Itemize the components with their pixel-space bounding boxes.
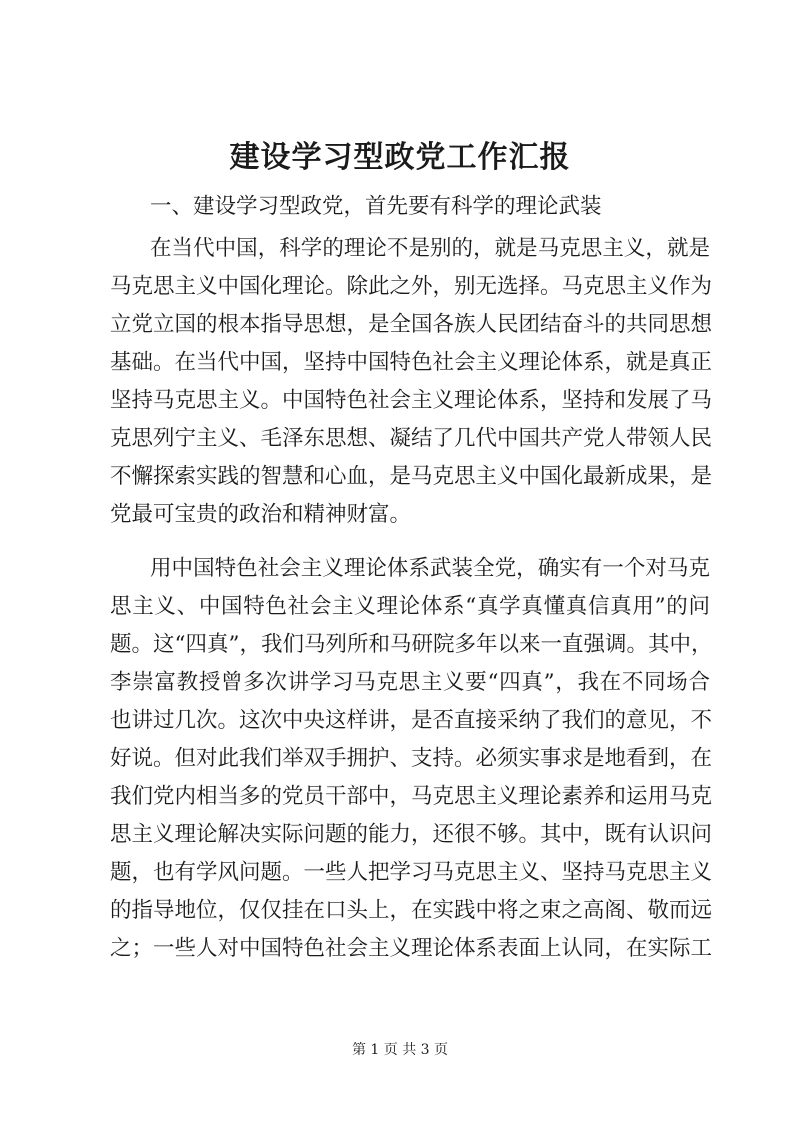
paragraph-1-line: 党最可宝贵的政治和精神财富。 [110,502,412,527]
paragraph-2-line: 的指导地位，仅仅挂在口头上，在实践中将之束之高阁、敬而远 [110,898,713,923]
section-heading: 一、建设学习型政党，首先要有科学的理论武装 [150,194,602,219]
page-number-footer: 第 1 页 共 3 页 [351,1042,449,1058]
paragraph-2-line: 好说。但对此我们举双手拥护、支持。必须实事求是地看到，在 [110,746,713,771]
paragraph-2-line: 也讲过几次。这次中央这样讲，是否直接采纳了我们的意见，不 [110,708,713,733]
paragraph-1-line: 不懈探索实践的智慧和心血，是马克思主义中国化最新成果，是 [110,464,713,489]
paragraph-2-line: 题，也有学风问题。一些人把学习马克思主义、坚持马克思主义 [110,860,713,885]
paragraph-1-line: 马克思主义中国化理论。除此之外，别无选择。马克思主义作为 [110,274,713,299]
paragraph-2-line: 用中国特色社会主义理论体系武装全党，确实有一个对马克 [150,556,710,581]
paragraph-2-line: 之；一些人对中国特色社会主义理论体系表面上认同，在实际工 [110,936,713,961]
paragraph-2-line: 思主义理论解决实际问题的能力，还很不够。其中，既有认识问 [110,822,713,847]
paragraph-2-line: 思主义、中国特色社会主义理论体系“真学真懂真信真用”的问 [110,594,710,619]
paragraph-2-line: 题。这“四真”，我们马列所和马研院多年以来一直强调。其中， [110,632,713,657]
paragraph-1-line: 立党立国的根本指导思想，是全国各族人民团结奋斗的共同思想 [110,312,713,337]
paragraph-1-line: 在当代中国，科学的理论不是别的，就是马克思主义，就是 [150,236,710,261]
paragraph-2-line: 我们党内相当多的党员干部中，马克思主义理论素养和运用马克 [110,784,713,809]
paragraph-1-line: 克思列宁主义、毛泽东思想、凝结了几代中国共产党人带领人民 [110,426,713,451]
paragraph-2-line: 李崇富教授曾多次讲学习马克思主义要“四真”，我在不同场合 [110,670,710,695]
page-title: 建设学习型政党工作汇报 [229,140,571,175]
paragraph-1-line: 坚持马克思主义。中国特色社会主义理论体系，坚持和发展了马 [110,388,713,413]
paragraph-1-line: 基础。在当代中国，坚持中国特色社会主义理论体系，就是真正 [110,350,713,375]
